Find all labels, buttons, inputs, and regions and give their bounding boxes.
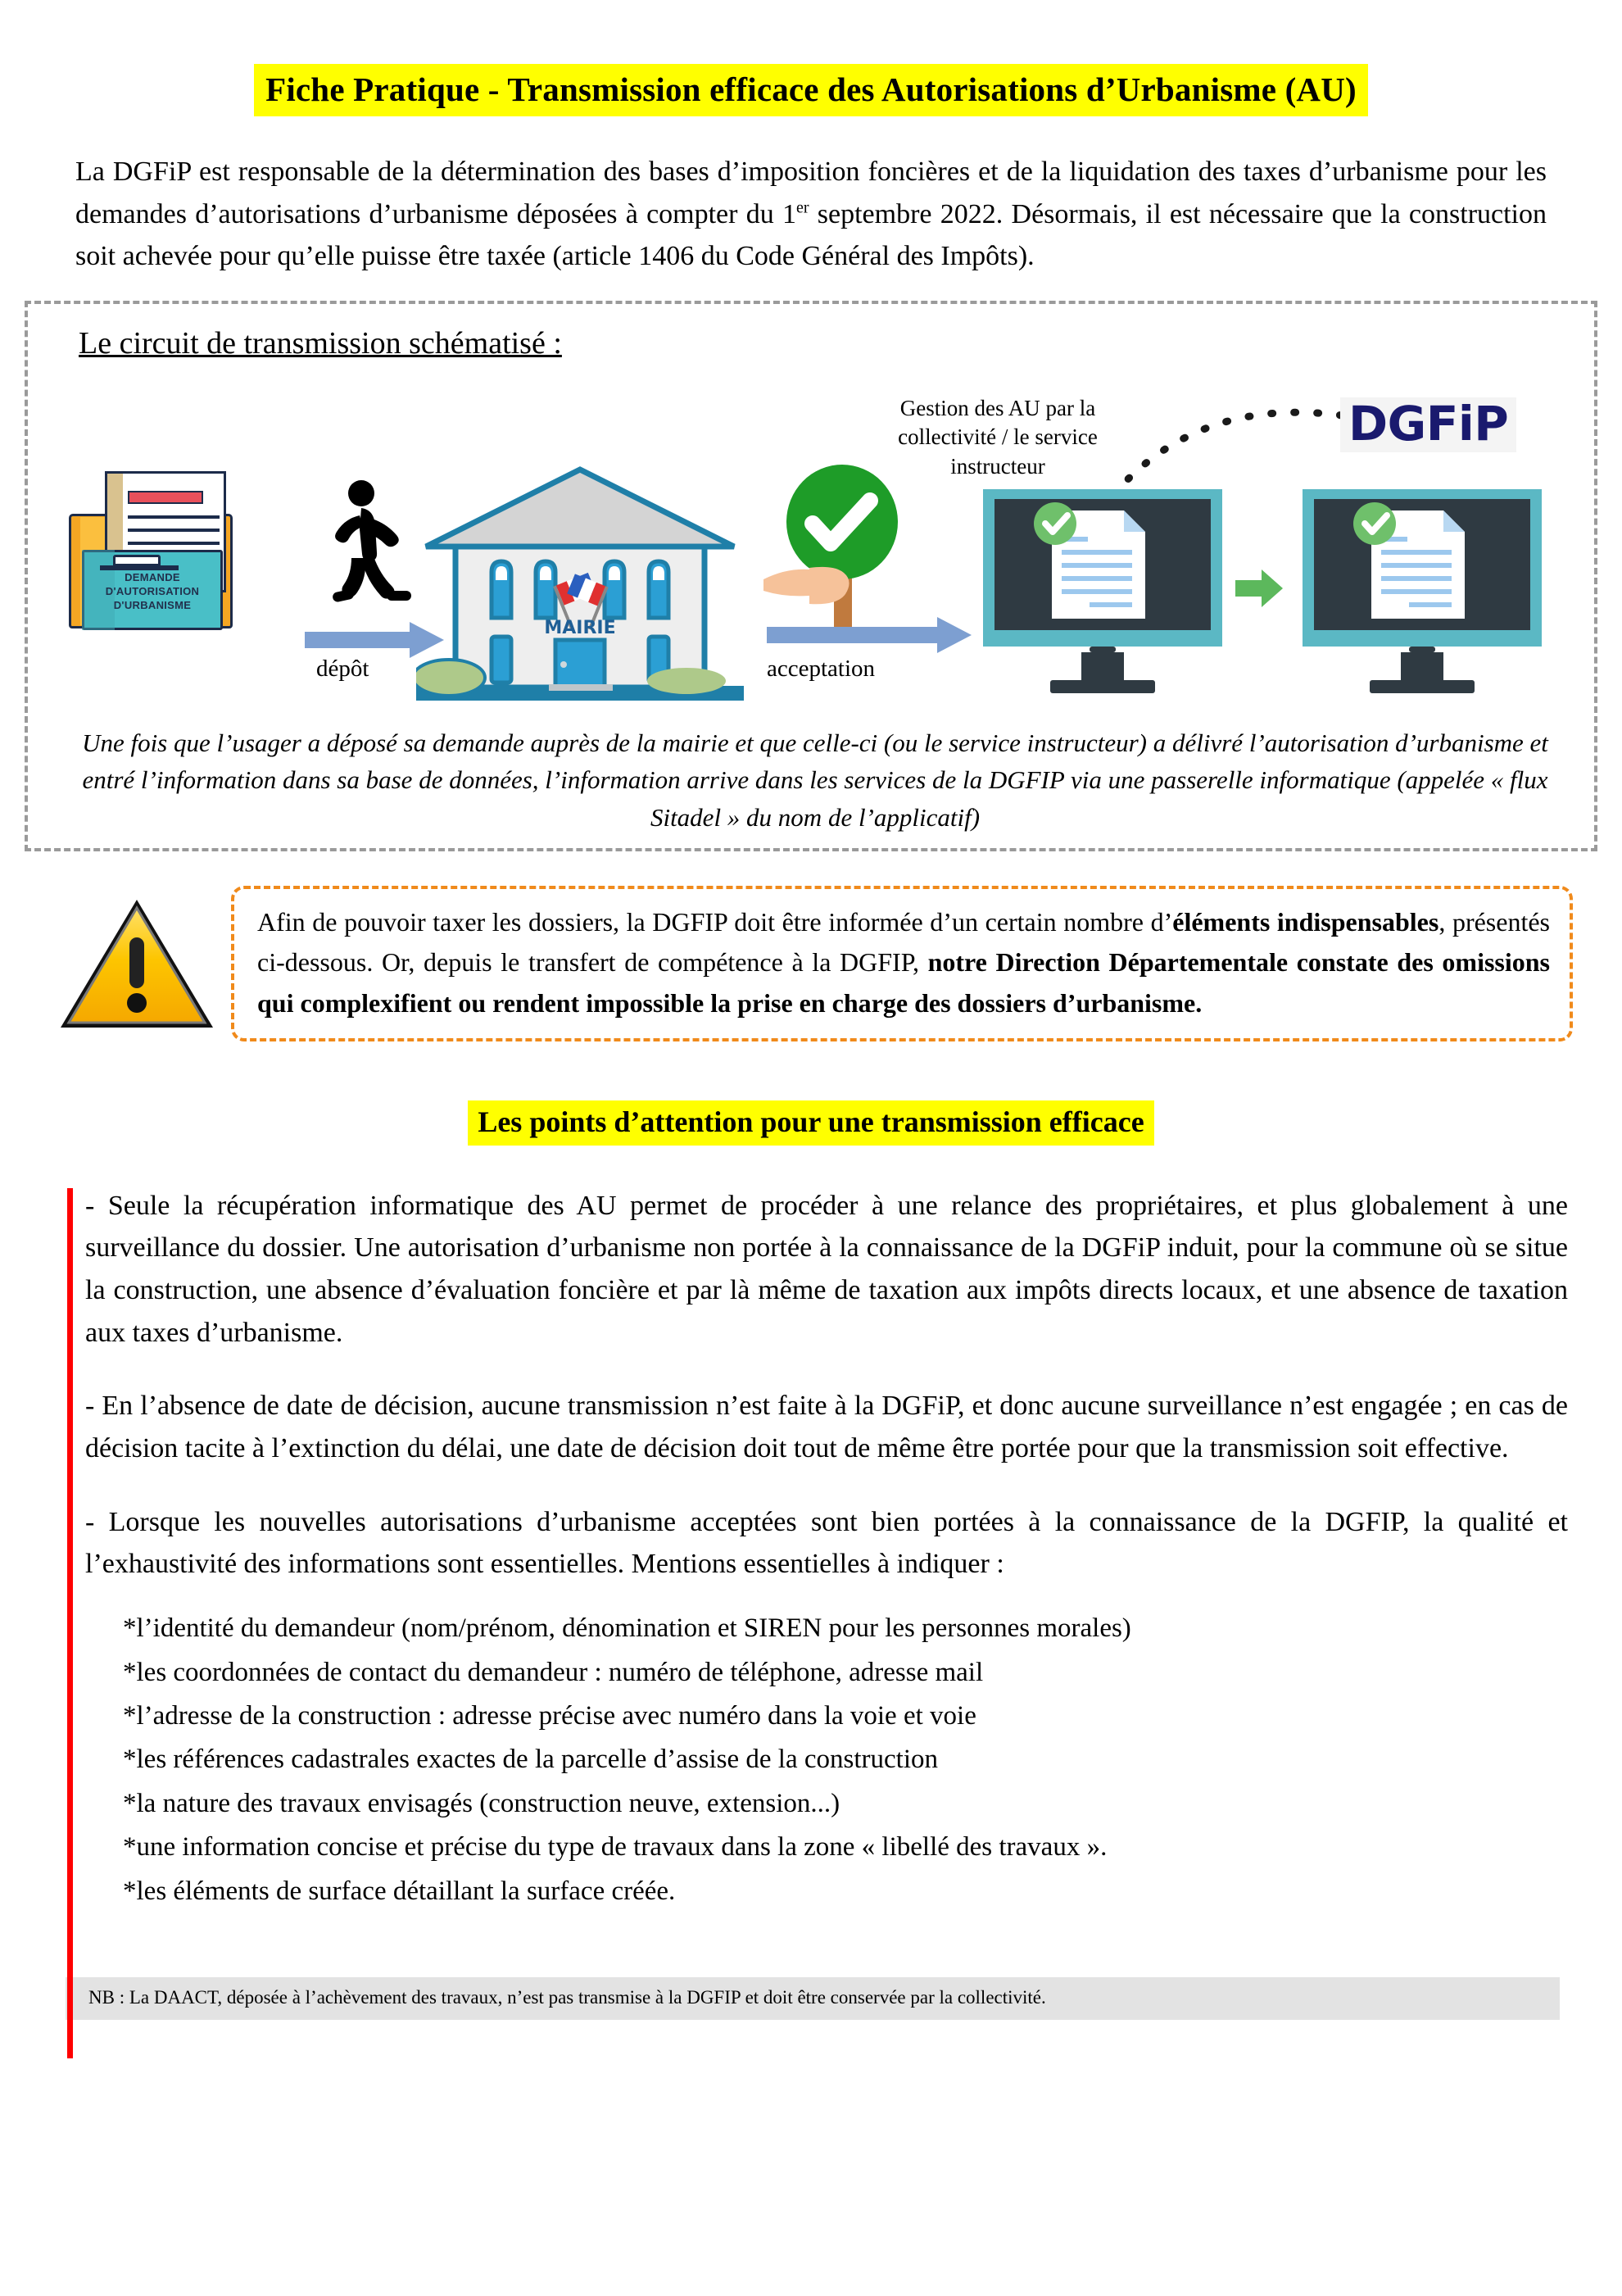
dgfip-logo: DGFiP [1340, 397, 1516, 452]
list-item: *les éléments de surface détaillant la surface créée. [123, 1876, 676, 1906]
list-item: *les références cadastrales exactes de la parcelle d’assise de la construction [123, 1745, 938, 1775]
annotation-line-2: collectivité / le service [898, 424, 1098, 450]
warning-triangle-icon [59, 895, 215, 1032]
monitor-collectivite-icon [980, 489, 1226, 694]
folder-label-line-3: D'URBANISME [113, 598, 192, 611]
points-attention-body [67, 1185, 1568, 1914]
diagram-caption: Une fois que l’usager a déposé sa demande auprès de la mairie et que celle-ci (ou le service instructeur) a délivré l’autorisation d’urbanisme et entré l’information dans sa base de données, l’information arrive dans les services de la DGFIP via une passerelle informatique (appelée « flux Sitadel » du nom de l’applicatif) [82, 728, 1548, 833]
label-acceptation: acceptation [767, 655, 876, 682]
section-heading-container [0, 1100, 1622, 1146]
intro-text-before: La DGFiP est responsable de la détermination des bases d’imposition foncières et de la liquidation des taxes d’urbanisme pour les demandes d’autorisations d’urbanisme déposées à compter du 1 [75, 157, 1547, 229]
body-paragraph-1: - Seule la récupération informatique des AU permet de procéder à une relance des propriétaires, et plus globalement à une surveillance du dossier. Une autorisation d’urbanisme non portée à la connaissance de la DGFiP induit, pour la commune où se situe la construction, une absence d’évaluation foncière et par là même de taxation aux impôts directs locaux, et une absence de taxation aux taxes d’urbanisme. [85, 1190, 1568, 1348]
intro-text-after: septembre 2022. Désormais, il est nécessaire que la construction soit achevée pour qu’elle puisse être taxée (article 1406 du Code Général des Impôts). [75, 198, 1547, 272]
diagram-annotation [859, 394, 1137, 482]
list-item: *la nature des travaux envisagés (construction neuve, extension...) [123, 1788, 840, 1818]
warning-box [231, 886, 1573, 1041]
warning-text-1: Afin de pouvoir taxer les dossiers, la DGFIP doit être informée d’un certain nombre d’ [257, 907, 1173, 937]
label-depot: dépôt [316, 655, 369, 682]
page-title-container [0, 0, 1622, 116]
transfer-arrow-icon [1235, 569, 1283, 607]
dotted-curve-arrow-icon [1103, 396, 1365, 502]
acceptation-arrow-icon [767, 617, 972, 653]
application-folder-icon [69, 489, 233, 628]
annotation-line-3: instructeur [950, 453, 1045, 479]
monitor-dgfip-icon [1299, 489, 1545, 694]
folder-label [84, 571, 221, 613]
list-item: *une information concise et précise du type de travaux dans la zone « libellé des travaux ». [123, 1832, 1108, 1863]
body-paragraph-2: - En l’absence de date de décision, aucune transmission n’est faite à la DGFiP, et donc aucune surveillance n’est engagée ; en cas de décision tacite à l’extinction du délai, une date de décision doit tout de même être portée pour que la transmission soit effective. [85, 1391, 1568, 1464]
red-accent-bar [67, 1188, 73, 2058]
walking-person-icon [323, 479, 421, 627]
diagram-scene [46, 366, 1576, 694]
mairie-building-icon [416, 455, 744, 709]
page-title: Fiche Pratique - Transmission efficace des Autorisations d’Urbanisme (AU) [254, 64, 1368, 116]
mairie-sign-text: MAIRIE [544, 617, 616, 638]
mentions-list [123, 1607, 1568, 1913]
annotation-line-1: Gestion des AU par la [899, 395, 1096, 420]
list-item: *l’adresse de la construction : adresse précise avec numéro dans la voie et voie [123, 1701, 976, 1731]
diagram-container [25, 301, 1597, 851]
diagram-heading: Le circuit de transmission schématisé : [79, 326, 562, 361]
warning-row [59, 886, 1573, 1041]
body-paragraph-3: - Lorsque les nouvelles autorisations d’urbanisme acceptées sont bien portées à la connaissance de la DGFIP, la qualité et l’exhaustivité des informations sont essentielles. Mentions essentielles à indiquer : [85, 1506, 1568, 1580]
section-heading: Les points d’attention pour une transmission efficace [468, 1100, 1153, 1146]
footer-note: NB : La DAACT, déposée à l’achèvement des travaux, n’est pas transmise à la DGFIP et doit être conservée par la collectivité. [66, 1977, 1560, 2020]
depot-arrow-icon [305, 622, 444, 658]
warning-text-bold-1: éléments indispensables [1172, 907, 1439, 937]
intro-paragraph [75, 151, 1547, 278]
folder-label-line-1: DEMANDE [125, 570, 180, 583]
warning-text-2: , présentés ci-dessous. Or, depuis le transfert de compétence à la DGFIP, [257, 907, 1551, 978]
intro-ordinal-suffix: er [795, 198, 809, 217]
warning-text-bold-2: notre Direction Départementale constate des omissions qui complexifient ou rendent impossible la prise en charge des dossiers d’urbanisme. [257, 947, 1551, 1018]
folder-label-line-2: D'AUTORISATION [105, 584, 200, 597]
list-item: *l’identité du demandeur (nom/prénom, dénomination et SIREN pour les personnes morales) [123, 1613, 1131, 1644]
list-item: *les coordonnées de contact du demandeur : numéro de téléphone, adresse mail [123, 1657, 984, 1687]
